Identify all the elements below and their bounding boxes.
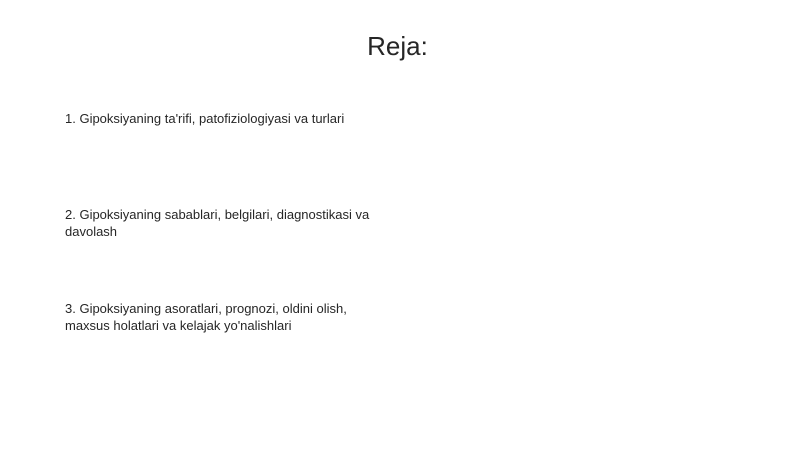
plan-item-2: 2. Gipoksiyaning sabablari, belgilari, diagnostikasi va davolash bbox=[65, 207, 370, 239]
plan-item-1: 1. Gipoksiyaning ta'rifi, patofiziologiyasi va turlari bbox=[65, 111, 345, 126]
slide-title: Reja: bbox=[367, 31, 428, 61]
plan-item-3: 3. Gipoksiyaning asoratlari, prognozi, oldini olish, maxsus holatlari va kelajak yo'nalishlari bbox=[65, 301, 347, 333]
